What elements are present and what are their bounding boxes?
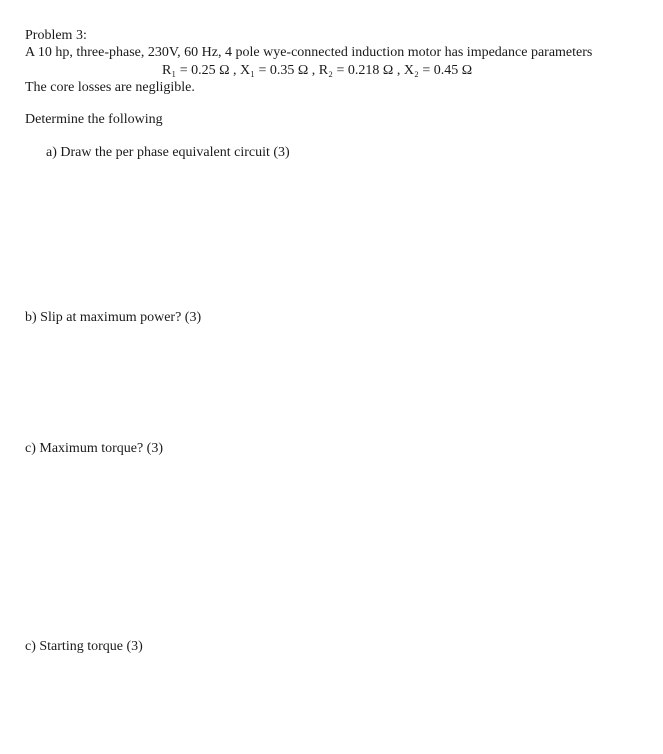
core-losses-note: The core losses are negligible. xyxy=(25,80,195,95)
question-c-starting-torque: c) Starting torque (3) xyxy=(25,639,143,654)
problem-statement: A 10 hp, three-phase, 230V, 60 Hz, 4 pole wye-connected induction motor has impedance parameters xyxy=(25,45,593,60)
problem-title: Problem 3: xyxy=(25,28,87,43)
question-c-max-torque: c) Maximum torque? (3) xyxy=(25,441,164,456)
determine-heading: Determine the following xyxy=(25,112,163,127)
question-b: b) Slip at maximum power? (3) xyxy=(25,310,202,325)
impedance-parameters: R₁ = 0.25 Ω , X₁ = 0.35 Ω , R₂ = 0.218 Ω , X₂ = 0.45 Ω xyxy=(162,63,473,78)
question-a: a) Draw the per phase equivalent circuit (3) xyxy=(46,145,290,160)
